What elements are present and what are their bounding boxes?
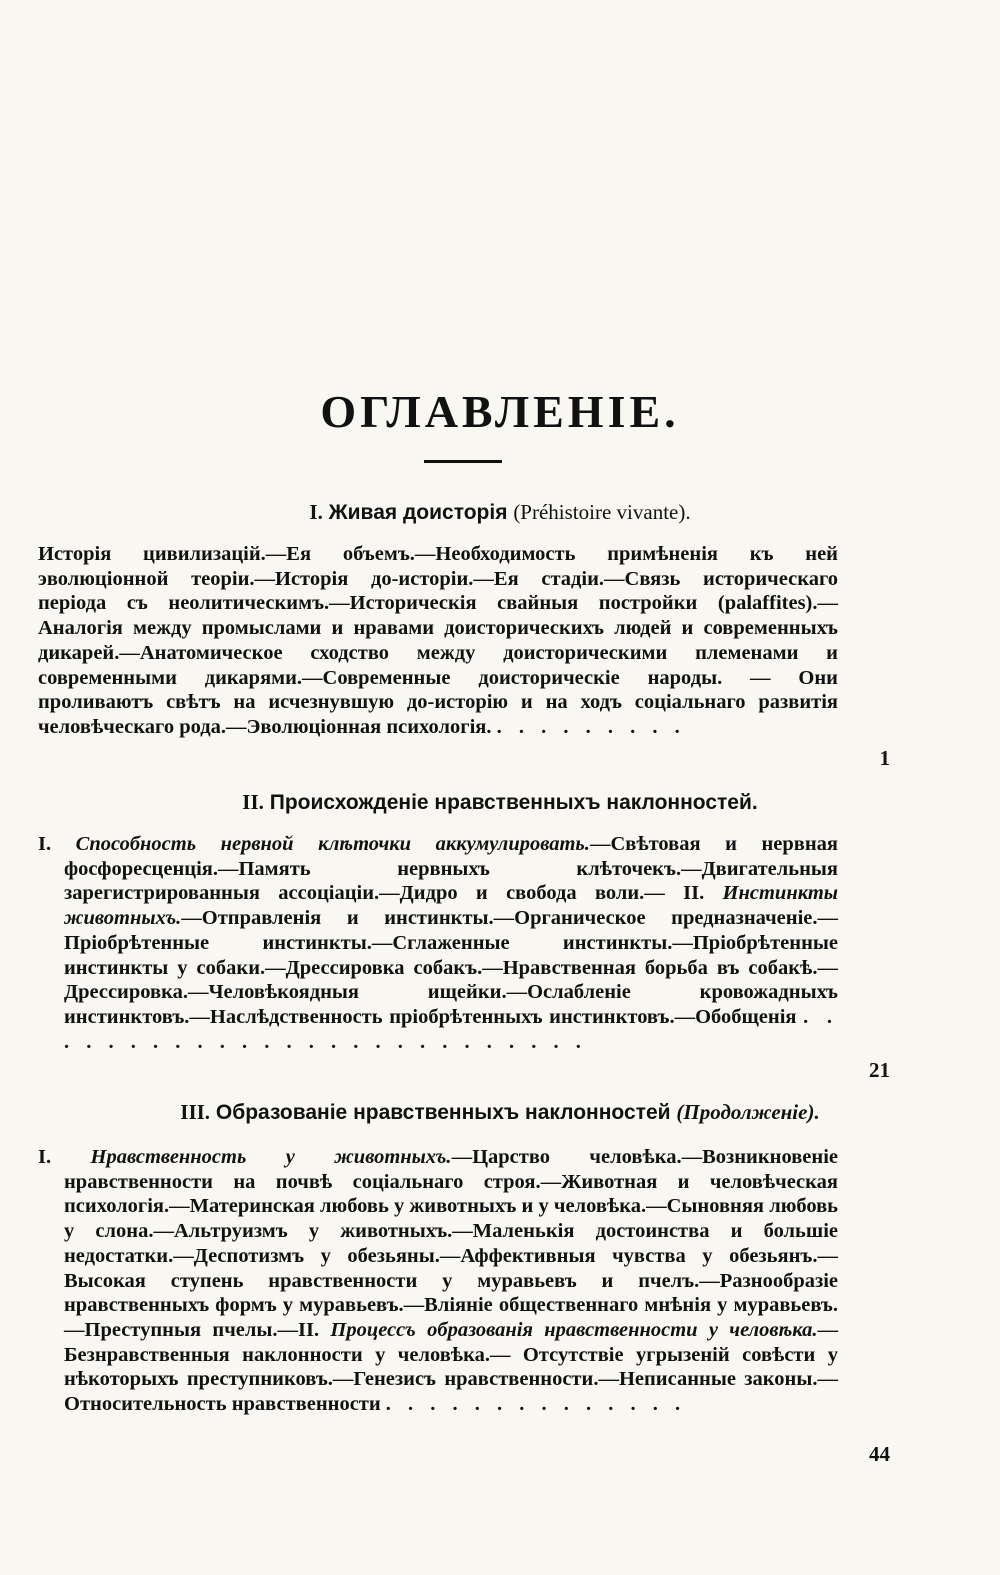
section-3-lead: I. [38, 1146, 52, 1168]
section-3-summary [38, 1145, 838, 1417]
section-3-title: Образованіе нравственныхъ наклонностей [215, 1101, 671, 1124]
section-2-page-number: 21 [869, 1058, 890, 1082]
section-2-heading [0, 790, 1000, 815]
page-title: ОГЛАВЛЕНІЕ. [320, 386, 680, 437]
section-1-heading [0, 500, 1000, 525]
section-3-heading [0, 1100, 1000, 1125]
section-3-text-1: —Царство человѣка.—Возникновеніе нравственности на почвѣ соціальнаго строя.—Животная и человѣческая психологія.—Материнская любовь у животныхъ и у человѣка.—Сыновняя любовь у слона.—Альтруизмъ у животныхъ.—Маленькія достоинства и большіе недостатки.—Деспотизмъ у обезьяны.—Аффективныя чувства у обезьянъ.—Высокая ступень нравственности у муравьевъ и пчелъ.—Разнообразіе нравственныхъ формъ у муравьевъ.—Вліяніе общественнаго мнѣнія у муравьевъ.—Преступныя пчелы.—II. [64, 1146, 838, 1341]
section-3-title-italic: (Продолженіе). [676, 1100, 820, 1124]
section-2-text-2: —Отправленія и инстинкты.—Органическое предназначеніе.—Пріобрѣтенные инстинкты.—Сглаженные инстинкты.—Пріобрѣтенные инстинкты у собаки.—Дрессировка собакъ.—Нравственная борьба въ собакѣ.—Дрессировка.—Человѣкоядныя ищейки.—Ослабленіе кровожадныхъ инстинктовъ.—Наслѣдственность пріобрѣтенныхъ инстинктовъ.—Обобщенія [64, 907, 838, 1028]
section-1-title-latin: (Préhistoire vivante). [513, 500, 691, 524]
section-2-italic-2: Инстинкты животныхъ. [64, 882, 838, 930]
section-1-text: Исторія цивилизацій.—Ея объемъ.—Необходимость примѣненія къ ней эволюціонной теоріи.—Исторія до-исторіи.—Ея стадіи.—Связь историческаго періода съ неолитическимъ.—Историческія свайныя постройки (palaffites).—Аналогія между промыслами и нравами доисторическихъ людей и современныхъ дикарей.—Анатомическое сходство между доисторическими племенами и современными дикарями.—Современные доисторическіе народы. — Они проливаютъ свѣтъ на исчезнувшую до-исторію и на ходъ соціальнаго развитія человѣческаго рода.—Эволюціонная психологія. [38, 543, 838, 738]
section-2-summary [38, 832, 838, 1054]
section-3-page-number: 44 [869, 1442, 890, 1466]
section-2-title: Происхожденіе нравственныхъ наклонностей. [269, 791, 758, 814]
section-3-number: III. [180, 1100, 211, 1124]
section-1-title: Живая доисторія [328, 501, 508, 524]
section-3-text-2: —Безнравственныя наклонности у человѣка.— Отсутствіе угрызеній совѣсти у нѣкоторыхъ преступниковъ.—Генезисъ нравственности.—Неписанные законы.— Относительность нравственности [64, 1318, 839, 1416]
section-2-number: II. [242, 790, 264, 814]
section-3-dots: . . . . . . . . . . . . . . [385, 1393, 687, 1416]
title-rule [424, 460, 502, 463]
section-2-text-1: —Свѣтовая и нервная фосфоресценція.—Память нервныхъ клѣточекъ.—Двигательныя зарегистрированныя ассоціаціи.—Дидро и свобода воли.— II. [64, 833, 839, 905]
section-3-italic-1: Нравственность у животныхъ. [90, 1146, 452, 1168]
section-2-lead: I. [38, 833, 52, 855]
section-1-dots: . . . . . . . . . [496, 715, 686, 738]
section-1-summary [38, 542, 838, 740]
section-3-italic-2: Процессъ образованія нравственности у человѣка. [330, 1318, 818, 1341]
section-2-dots: . . . . . . . . . . . . . . . . . . . . . . . . . . [64, 1005, 838, 1053]
section-1-page-number: 1 [879, 746, 890, 770]
section-2-italic-1: Способность нервной клѣточки аккумулировать. [75, 833, 590, 855]
section-1-number: I. [309, 500, 323, 524]
